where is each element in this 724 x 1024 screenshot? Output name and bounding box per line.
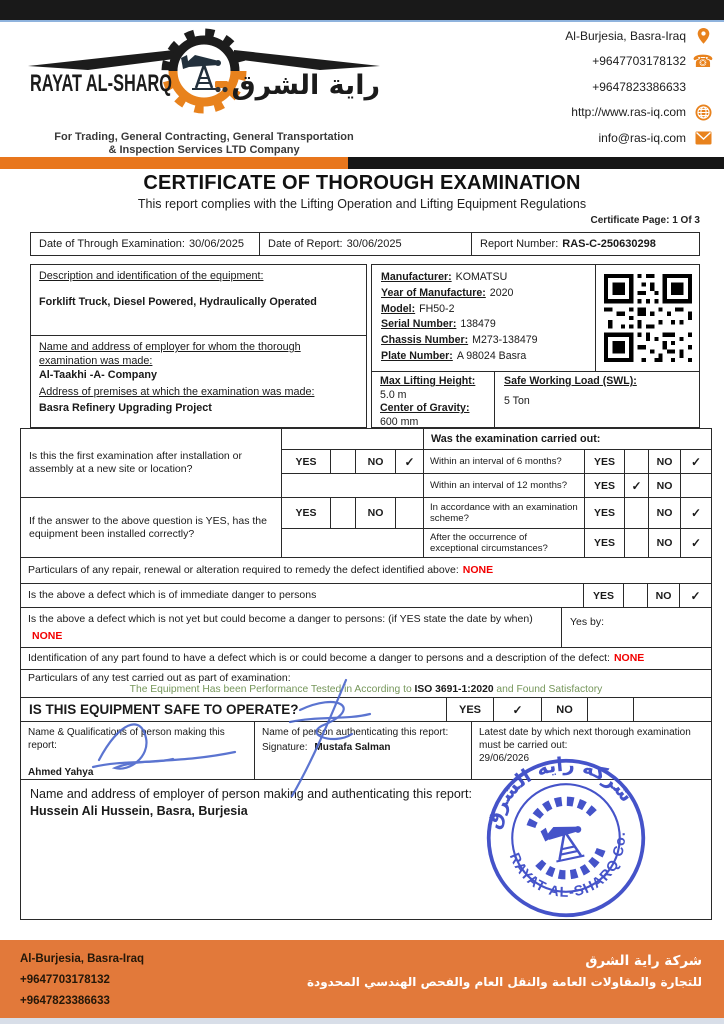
tagline-line2: & Inspection Services LTD Company: [108, 144, 300, 156]
swl-label: Safe Working Load (SWL):: [504, 375, 637, 387]
q1-no-label: NO: [355, 450, 395, 473]
q1-yes-checkbox: [330, 450, 355, 473]
location-pin-icon: [694, 27, 712, 45]
certificate-page-number: Certificate Page: 1 Of 3: [590, 215, 700, 226]
employer-label: Name and address of employer for whom the thorough examination was made:: [39, 341, 301, 367]
plate-value: A 98024 Basra: [456, 349, 527, 362]
identification-label: Identification of any part found to have a defect which is or could become a danger to persons and a description of the defect:: [28, 652, 610, 665]
lifting-height-label: Max Lifting Height:: [380, 375, 476, 387]
immediate-no-label: NO: [647, 584, 679, 607]
q1-no-checkbox: ✓: [395, 450, 423, 473]
bottom-strip: [0, 1018, 724, 1024]
safe-extra-cell: [633, 698, 711, 721]
manufacturer-value: KOMATSU: [455, 271, 508, 283]
q2-yes-label: YES: [295, 507, 317, 519]
report-employer-cell: [21, 780, 711, 919]
maker-name: Ahmed Yahya: [28, 767, 94, 778]
q2-no-label: NO: [355, 498, 395, 528]
equipment-description-box: [31, 265, 366, 335]
examination-table: [20, 428, 712, 920]
scheme-no-label: NO: [648, 498, 680, 528]
identification-none: NONE: [613, 652, 645, 665]
scheme-no-checkbox: ✓: [680, 498, 711, 528]
envelope-icon: [694, 129, 712, 147]
serial-value: 138479: [460, 318, 496, 331]
swl-cell: [494, 372, 699, 428]
model-label: Model:: [381, 302, 416, 315]
notyet-label: Is the above a defect which is not yet but could become a danger to persons: (if YES state the date by when): [28, 612, 533, 625]
contact-phone1: [442, 52, 712, 71]
lifting-height-value: 5.0 m: [380, 388, 407, 401]
spacer-cell: [282, 429, 423, 449]
globe-icon: [694, 103, 712, 121]
premises-value: Basra Refinery Upgrading Project: [39, 402, 212, 414]
chassis-label: Chassis Number:: [381, 334, 469, 347]
employer-value: Al-Taakhi -A- Company: [39, 369, 157, 381]
report-date-label: Date of Report:: [268, 238, 343, 250]
yes-by-cell: Yes by:: [561, 608, 711, 647]
employer-premises-box: [31, 335, 366, 428]
notyet-danger-row: [21, 607, 711, 647]
contact-block: [442, 26, 712, 147]
test-row: [21, 669, 711, 697]
maker-label: Name & Qualifications of person making this report:: [28, 727, 225, 751]
safe-yes-label: YES: [446, 698, 493, 721]
company-name-en: RAYAT AL-SHARQ: [30, 70, 172, 97]
authenticator-name: Mustafa Salman: [314, 742, 391, 753]
exceptional-yes-checkbox: [624, 529, 648, 557]
interval6-no-checkbox: ✓: [680, 450, 711, 473]
manufacturer-box: [372, 265, 699, 371]
contact-website: [442, 103, 712, 122]
footer-band: [0, 940, 724, 1018]
lifting-height-cell: [372, 372, 494, 428]
carried-out-section: [423, 429, 711, 497]
qr-code: [604, 274, 692, 362]
notyet-danger-question: [21, 608, 561, 647]
first-exam-yesno-row: [282, 449, 423, 473]
identification-text: [21, 648, 711, 669]
exam-date-cell: [31, 233, 259, 255]
address-text: Al-Burjesia, Basra-Iraq: [565, 28, 686, 43]
equipment-description-label: Description and identification of the equipment:: [39, 270, 264, 282]
interval12-yes-label: YES: [584, 474, 624, 497]
test-iso-standard: ISO 3691-1:2020: [414, 684, 494, 695]
phone-icon: ☎: [692, 51, 714, 71]
repair-label: Particulars of any repair, renewal or alteration required to remedy the defect identified above:: [28, 564, 459, 577]
report-date-cell: [259, 233, 471, 255]
page-title: CERTIFICATE OF THOROUGH EXAMINATION: [143, 172, 581, 194]
divider-orange: [0, 157, 348, 169]
report-employer-value: Hussein Ali Hussein, Basra, Burjesia: [30, 804, 248, 818]
contact-phone2: [442, 77, 712, 96]
logo-left-wing: [28, 50, 174, 70]
manufacturer-details: [372, 265, 595, 371]
scheme-row: [424, 498, 711, 528]
immediate-danger-question: Is the above a defect which is of immediate danger to persons: [28, 589, 317, 602]
loader-truck-icon: [215, 81, 228, 92]
installed-answers: [281, 498, 423, 557]
test-result: [28, 684, 704, 696]
equipment-left-column: [30, 264, 367, 428]
report-number-cell: [471, 233, 699, 255]
contact-address: [442, 26, 712, 45]
exam-date-label: Date of Through Examination:: [39, 238, 185, 250]
company-name-ar: راية الشرق: [231, 70, 380, 101]
year-value: 2020: [489, 286, 514, 299]
exam-date-value: 30/06/2025: [188, 238, 245, 250]
stamp-text-en: RAYAT AL-SHARQ Co.: [505, 830, 629, 901]
plate-label: Plate Number:: [381, 349, 453, 362]
carried-out-header: Was the examination carried out:: [431, 433, 601, 445]
footer-phone1: +9647703178132: [20, 974, 110, 986]
next-exam-date: 29/06/2026: [479, 753, 530, 764]
footer-company-ar: [307, 950, 702, 992]
report-number-label: Report Number:: [480, 238, 559, 250]
exceptional-no-checkbox: ✓: [680, 529, 711, 557]
question-installed: If the answer to the above question is YES, has the equipment been installed correctly?: [29, 514, 267, 540]
first-exam-answers: [281, 429, 423, 497]
phone2-icon-spacer: [694, 78, 712, 96]
stamp-text-ar: شركة راية الشرق: [481, 752, 639, 832]
report-number-value: RAS-C-250630298: [562, 238, 656, 250]
authenticator-label: Name of person authenticating this report:: [262, 727, 449, 738]
installed-block: [21, 497, 711, 557]
cog-label: Center of Gravity:: [380, 402, 470, 414]
authenticator-cell: [254, 722, 471, 779]
equipment-description-value: Forklift Truck, Diesel Powered, Hydraulically Operated: [39, 296, 317, 308]
divider-black: [348, 157, 724, 169]
test-result-pre: The Equipment Has been Performance Tested in According to: [129, 684, 412, 695]
company-tagline: [18, 131, 390, 157]
repair-none: NONE: [462, 564, 494, 577]
installed-yesno-row: [282, 498, 423, 528]
contact-email: [442, 128, 712, 147]
maker-cell: [21, 722, 254, 779]
interval12-question: Within an interval of 12 months?: [430, 479, 568, 491]
page-subtitle: This report complies with the Lifting Operation and Lifting Equipment Regulations: [137, 197, 587, 211]
top-bar: [0, 0, 724, 22]
footer-company-desc-ar: للتجارة والمقاولات العامة والنقل العام والفحص الهندسي المحدودة: [306, 975, 702, 989]
interval6-question: Within an interval of 6 months?: [430, 455, 562, 467]
interval12-row: [424, 473, 711, 497]
next-exam-cell: [471, 722, 711, 779]
report-employer-label: Name and address of employer of person making and authenticating this report:: [30, 787, 472, 801]
exceptional-row: [424, 528, 711, 557]
safe-to-operate-row: [21, 697, 711, 721]
footer-address: Al-Burjesia, Basra-Iraq: [20, 953, 144, 965]
question-first-exam: Is this the first examination after installation or assembly at a new site or location?: [29, 450, 243, 475]
interval12-no-label: NO: [648, 474, 680, 497]
equipment-right-column: [371, 264, 700, 428]
scheme-section: [423, 498, 711, 557]
phone2-text: +9647823386633: [592, 79, 686, 94]
q1-yes-label: YES: [295, 455, 317, 468]
logo-right-wing: [234, 50, 380, 70]
swl-value: 5 Ton: [504, 394, 530, 407]
interval6-row: [424, 449, 711, 473]
manufacturer-label: Manufacturer:: [381, 271, 452, 283]
q2-yes-checkbox: [330, 498, 355, 528]
qr-code-cell: [595, 265, 699, 371]
interval12-no-checkbox: [680, 474, 711, 497]
notyet-none: NONE: [32, 630, 63, 642]
interval6-yes-label: YES: [584, 450, 624, 473]
logo-graphic: [18, 24, 390, 124]
test-label: Particulars of any test carried out as part of examination:: [28, 672, 291, 684]
safe-no-label: NO: [541, 698, 587, 721]
scheme-yes-checkbox: [624, 498, 648, 528]
q2-no-checkbox: [395, 498, 423, 528]
identification-row: [21, 647, 711, 669]
signature-label: Signature:: [262, 742, 308, 753]
test-cell: [21, 670, 711, 697]
next-exam-label: Latest date by which next thorough examination must be carried out:: [479, 727, 691, 751]
email-text: info@ras-iq.com: [598, 130, 686, 145]
immediate-no-checkbox: ✓: [679, 584, 711, 607]
chassis-value: M273-138479: [472, 334, 538, 347]
tagline-line1: For Trading, General Contracting, General Transportation: [54, 131, 354, 143]
safe-question: IS THIS EQUIPMENT SAFE TO OPERATE?: [29, 702, 299, 717]
exceptional-question: After the occurrence of exceptional circumstances?: [430, 531, 548, 554]
premises-label: Address of premises at which the examination was made:: [39, 386, 315, 398]
interval12-yes-checkbox: ✓: [624, 474, 648, 497]
exceptional-no-label: NO: [648, 529, 680, 557]
scheme-question: In accordance with an examination scheme?: [430, 501, 578, 524]
model-value: FH50-2: [419, 302, 455, 315]
signature-row: [21, 721, 711, 779]
website-text: http://www.ras-iq.com: [571, 105, 686, 119]
interval6-no-label: NO: [648, 450, 680, 473]
repair-row: [21, 557, 711, 583]
phone1-text: +9647703178132: [592, 54, 686, 68]
footer-company-name-ar: شركة راية الشرق: [585, 953, 702, 969]
immediate-danger-row: [21, 583, 711, 607]
interval6-yes-checkbox: [624, 450, 648, 473]
report-employer-row: [21, 779, 711, 919]
serial-label: Serial Number:: [381, 318, 457, 331]
limits-row: [372, 371, 699, 428]
cog-value: 600 mm: [380, 415, 419, 428]
report-date-value: 30/06/2025: [346, 238, 402, 250]
year-label: Year of Manufacture:: [381, 286, 486, 299]
scheme-yes-label: YES: [584, 498, 624, 528]
first-exam-block: [21, 429, 711, 497]
immediate-yes-label: YES: [583, 584, 623, 607]
test-result-post: and Found Satisfactory: [496, 684, 603, 695]
spacer-cell: [282, 473, 423, 497]
safe-yes-checkbox: ✓: [493, 698, 541, 721]
spacer-cell: [282, 528, 423, 557]
safe-no-checkbox: [587, 698, 633, 721]
footer-contact: [20, 949, 144, 1012]
exceptional-yes-label: YES: [584, 529, 624, 557]
date-row: [30, 232, 700, 256]
company-logo: [18, 24, 390, 157]
repair-text: [21, 558, 711, 583]
immediate-yes-checkbox: [623, 584, 647, 607]
footer-phone2: +9647823386633: [20, 995, 110, 1007]
